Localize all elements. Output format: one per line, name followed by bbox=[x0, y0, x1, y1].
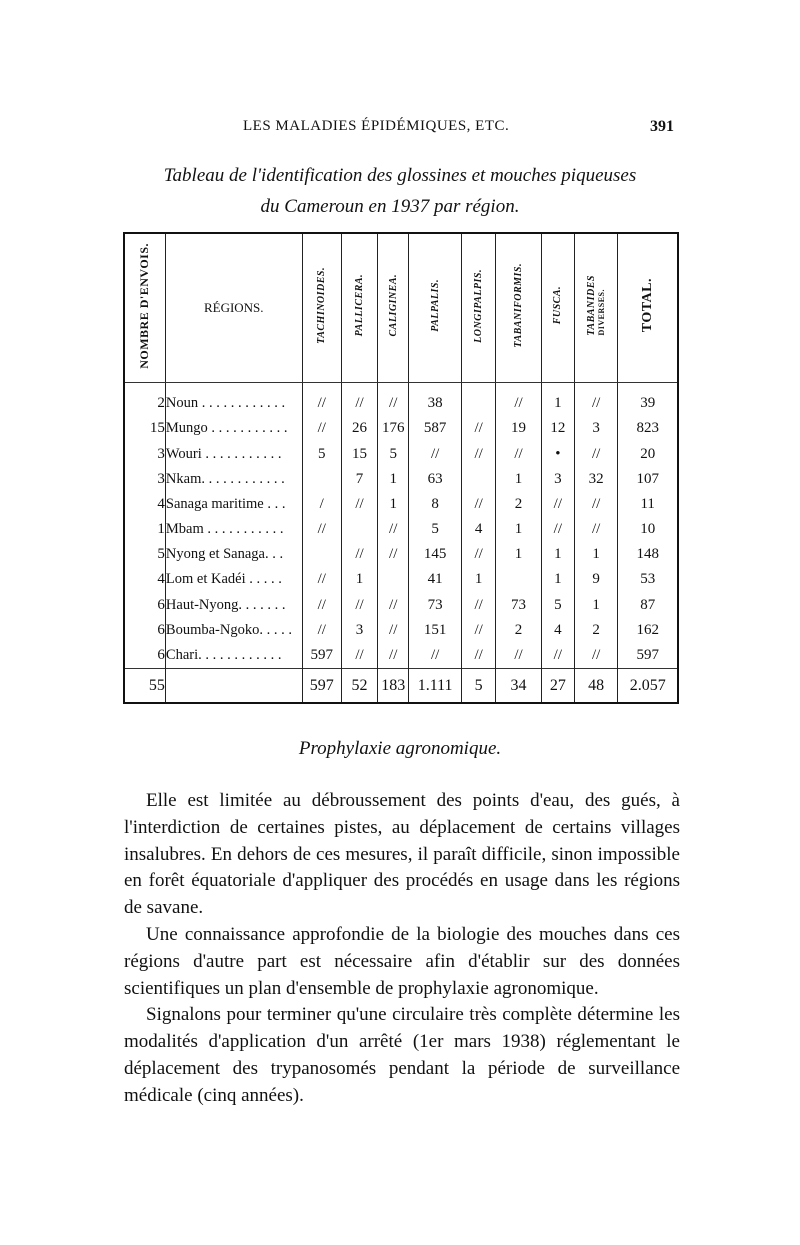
table-body bbox=[124, 383, 678, 704]
cell-taban: // bbox=[574, 492, 617, 517]
table-row bbox=[124, 643, 678, 669]
cell-long: // bbox=[462, 416, 496, 441]
cell-palp: 151 bbox=[409, 618, 462, 643]
cell-palp: 145 bbox=[409, 542, 462, 567]
body-text bbox=[124, 788, 680, 1110]
cell-palp: 5 bbox=[409, 517, 462, 542]
cell-tach: // bbox=[302, 517, 341, 542]
cell-envois: 4 bbox=[124, 567, 165, 592]
cell-total: 148 bbox=[618, 542, 678, 567]
cell-cali bbox=[378, 567, 409, 592]
cell-envois: 55 bbox=[124, 669, 165, 703]
cell-fusc: // bbox=[541, 643, 574, 669]
cell-taban: // bbox=[574, 517, 617, 542]
cell-taban: 1 bbox=[574, 542, 617, 567]
cell-cali: // bbox=[378, 618, 409, 643]
cell-pall: 52 bbox=[341, 669, 377, 703]
cell-region: Lom et Kadéi . . . . . bbox=[165, 567, 302, 592]
cell-cali: // bbox=[378, 383, 409, 417]
cell-total: 11 bbox=[618, 492, 678, 517]
cell-tach: // bbox=[302, 618, 341, 643]
cell-pall: 26 bbox=[341, 416, 377, 441]
table-row bbox=[124, 542, 678, 567]
cell-long bbox=[462, 383, 496, 417]
cell-envois: 2 bbox=[124, 383, 165, 417]
paragraph: Une connaissance approfondie de la biologie des mouches dans ces régions d'autre part est nécessaire afin d'établir sur des données scientifiques un plan d'ensemble de prophylaxie agronomique. bbox=[124, 923, 680, 999]
cell-total: 20 bbox=[618, 442, 678, 467]
table-header-row bbox=[124, 233, 678, 383]
cell-palp: 38 bbox=[409, 383, 462, 417]
cell-region: Mungo . . . . . . . . . . . bbox=[165, 416, 302, 441]
cell-long: // bbox=[462, 593, 496, 618]
cell-envois: 6 bbox=[124, 618, 165, 643]
cell-long: // bbox=[462, 542, 496, 567]
cell-palp: 8 bbox=[409, 492, 462, 517]
cell-total: 107 bbox=[618, 467, 678, 492]
cell-tach: 597 bbox=[302, 643, 341, 669]
cell-total: 10 bbox=[618, 517, 678, 542]
cell-long: 1 bbox=[462, 567, 496, 592]
cell-tabf: // bbox=[496, 383, 542, 417]
table-total-row bbox=[124, 669, 678, 703]
cell-total: 823 bbox=[618, 416, 678, 441]
cell-tabf: 2 bbox=[496, 492, 542, 517]
cell-taban: 32 bbox=[574, 467, 617, 492]
header-tabanides: TABANIDESDIVERSES. bbox=[574, 233, 617, 383]
header-fusca: FUSCA. bbox=[541, 233, 574, 383]
cell-envois: 3 bbox=[124, 467, 165, 492]
table-row bbox=[124, 567, 678, 592]
cell-tach: 5 bbox=[302, 442, 341, 467]
cell-long: 5 bbox=[462, 669, 496, 703]
cell-long bbox=[462, 467, 496, 492]
cell-pall: // bbox=[341, 383, 377, 417]
cell-taban: // bbox=[574, 643, 617, 669]
header-tachinoides: TACHINOIDES. bbox=[302, 233, 341, 383]
cell-region: Wouri . . . . . . . . . . . bbox=[165, 442, 302, 467]
table-row bbox=[124, 416, 678, 441]
header-envois: NOMBRE D'ENVOIS. bbox=[124, 233, 165, 383]
cell-region: Sanaga maritime . . . bbox=[165, 492, 302, 517]
table-row bbox=[124, 517, 678, 542]
table-caption-line2: du Cameroun en 1937 par région. bbox=[260, 196, 520, 217]
cell-palp: // bbox=[409, 442, 462, 467]
cell-palp: 73 bbox=[409, 593, 462, 618]
cell-palp: 63 bbox=[409, 467, 462, 492]
cell-total: 162 bbox=[618, 618, 678, 643]
cell-pall: // bbox=[341, 542, 377, 567]
cell-tabf: 1 bbox=[496, 542, 542, 567]
cell-tach: // bbox=[302, 567, 341, 592]
cell-total: 39 bbox=[618, 383, 678, 417]
cell-taban: // bbox=[574, 383, 617, 417]
cell-total: 53 bbox=[618, 567, 678, 592]
cell-cali: 1 bbox=[378, 467, 409, 492]
cell-palp: 1.111 bbox=[409, 669, 462, 703]
cell-fusc: 1 bbox=[541, 567, 574, 592]
cell-envois: 15 bbox=[124, 416, 165, 441]
cell-taban: 1 bbox=[574, 593, 617, 618]
cell-tabf: 34 bbox=[496, 669, 542, 703]
cell-tach: 597 bbox=[302, 669, 341, 703]
cell-taban: // bbox=[574, 442, 617, 467]
table-caption-line1: Tableau de l'identification des glossines et mouches piqueuses bbox=[163, 165, 637, 186]
cell-long: // bbox=[462, 618, 496, 643]
cell-long: // bbox=[462, 442, 496, 467]
cell-tach bbox=[302, 467, 341, 492]
cell-envois: 6 bbox=[124, 643, 165, 669]
table-row bbox=[124, 442, 678, 467]
cell-cali: // bbox=[378, 542, 409, 567]
header-total: TOTAL. bbox=[618, 233, 678, 383]
cell-cali: 183 bbox=[378, 669, 409, 703]
cell-tabf: 1 bbox=[496, 517, 542, 542]
cell-cali: // bbox=[378, 593, 409, 618]
cell-fusc: 5 bbox=[541, 593, 574, 618]
cell-fusc: 3 bbox=[541, 467, 574, 492]
cell-fusc: 1 bbox=[541, 383, 574, 417]
cell-region: Nyong et Sanaga. . . bbox=[165, 542, 302, 567]
table-row bbox=[124, 383, 678, 417]
cell-cali: 1 bbox=[378, 492, 409, 517]
cell-palp: 587 bbox=[409, 416, 462, 441]
cell-tabf: 19 bbox=[496, 416, 542, 441]
page-header bbox=[0, 118, 800, 140]
cell-region bbox=[165, 669, 302, 703]
header-tabaniformis: TABANIFORMIS. bbox=[496, 233, 542, 383]
cell-taban: 3 bbox=[574, 416, 617, 441]
cell-tabf: 73 bbox=[496, 593, 542, 618]
cell-pall bbox=[341, 517, 377, 542]
cell-tabf: 1 bbox=[496, 467, 542, 492]
cell-tabf: 2 bbox=[496, 618, 542, 643]
cell-taban: 9 bbox=[574, 567, 617, 592]
cell-cali: // bbox=[378, 517, 409, 542]
table-row bbox=[124, 618, 678, 643]
table-row bbox=[124, 593, 678, 618]
cell-region: Mbam . . . . . . . . . . . bbox=[165, 517, 302, 542]
cell-tabf: // bbox=[496, 643, 542, 669]
cell-pall: 7 bbox=[341, 467, 377, 492]
cell-region: Chari. . . . . . . . . . . . bbox=[165, 643, 302, 669]
cell-cali: // bbox=[378, 643, 409, 669]
table-row bbox=[124, 467, 678, 492]
section-subheading: Prophylaxie agronomique. bbox=[298, 738, 502, 759]
glossines-table bbox=[123, 232, 679, 704]
cell-pall: // bbox=[341, 643, 377, 669]
cell-envois: 5 bbox=[124, 542, 165, 567]
cell-pall: 15 bbox=[341, 442, 377, 467]
cell-region: Noun . . . . . . . . . . . . bbox=[165, 383, 302, 417]
cell-pall: // bbox=[341, 492, 377, 517]
cell-palp: 41 bbox=[409, 567, 462, 592]
cell-fusc: // bbox=[541, 492, 574, 517]
cell-palp: // bbox=[409, 643, 462, 669]
cell-pall: 3 bbox=[341, 618, 377, 643]
cell-tach: // bbox=[302, 383, 341, 417]
cell-fusc: // bbox=[541, 517, 574, 542]
cell-envois: 1 bbox=[124, 517, 165, 542]
cell-long: // bbox=[462, 492, 496, 517]
cell-total: 87 bbox=[618, 593, 678, 618]
cell-pall: 1 bbox=[341, 567, 377, 592]
cell-fusc: 27 bbox=[541, 669, 574, 703]
cell-tach: // bbox=[302, 416, 341, 441]
page-number: 391 bbox=[650, 118, 674, 135]
header-pallicera: PALLICERA. bbox=[341, 233, 377, 383]
cell-total: 2.057 bbox=[618, 669, 678, 703]
cell-region: Boumba-Ngoko. . . . . bbox=[165, 618, 302, 643]
cell-cali: 5 bbox=[378, 442, 409, 467]
cell-envois: 3 bbox=[124, 442, 165, 467]
cell-tabf bbox=[496, 567, 542, 592]
cell-tach: / bbox=[302, 492, 341, 517]
cell-fusc: 1 bbox=[541, 542, 574, 567]
cell-cali: 176 bbox=[378, 416, 409, 441]
header-regions: RÉGIONS. bbox=[165, 233, 302, 383]
cell-tabf: // bbox=[496, 442, 542, 467]
cell-long: 4 bbox=[462, 517, 496, 542]
table-row bbox=[124, 492, 678, 517]
cell-total: 597 bbox=[618, 643, 678, 669]
paragraph: Elle est limitée au débroussement des points d'eau, des gués, à l'interdiction de certaines pistes, au déplacement de certains villages insalubres. En dehors de ces mesures, il paraît difficile, sinon impossible en forêt équatoriale d'appliquer des procédés en usage dans les régions de savane. bbox=[124, 790, 680, 919]
cell-region: Haut-Nyong. . . . . . . bbox=[165, 593, 302, 618]
cell-tach: // bbox=[302, 593, 341, 618]
cell-fusc: 4 bbox=[541, 618, 574, 643]
cell-pall: // bbox=[341, 593, 377, 618]
cell-taban: 48 bbox=[574, 669, 617, 703]
header-longipalpis: LONGIPALPIS. bbox=[462, 233, 496, 383]
cell-tach bbox=[302, 542, 341, 567]
cell-taban: 2 bbox=[574, 618, 617, 643]
cell-region: Nkam. . . . . . . . . . . . bbox=[165, 467, 302, 492]
header-palpalis: PALPALIS. bbox=[409, 233, 462, 383]
cell-envois: 6 bbox=[124, 593, 165, 618]
header-caliginea: CALIGINEA. bbox=[378, 233, 409, 383]
cell-long: // bbox=[462, 643, 496, 669]
cell-envois: 4 bbox=[124, 492, 165, 517]
cell-fusc: • bbox=[541, 442, 574, 467]
running-title: LES MALADIES ÉPIDÉMIQUES, ETC. bbox=[243, 118, 510, 134]
paragraph: Signalons pour terminer qu'une circulaire très complète détermine les modalités d'application d'un arrêté (1er mars 1938) réglementant le déplacement des trypanosomés pendant la période de surveillance médicale (cinq années). bbox=[124, 1004, 680, 1106]
cell-fusc: 12 bbox=[541, 416, 574, 441]
